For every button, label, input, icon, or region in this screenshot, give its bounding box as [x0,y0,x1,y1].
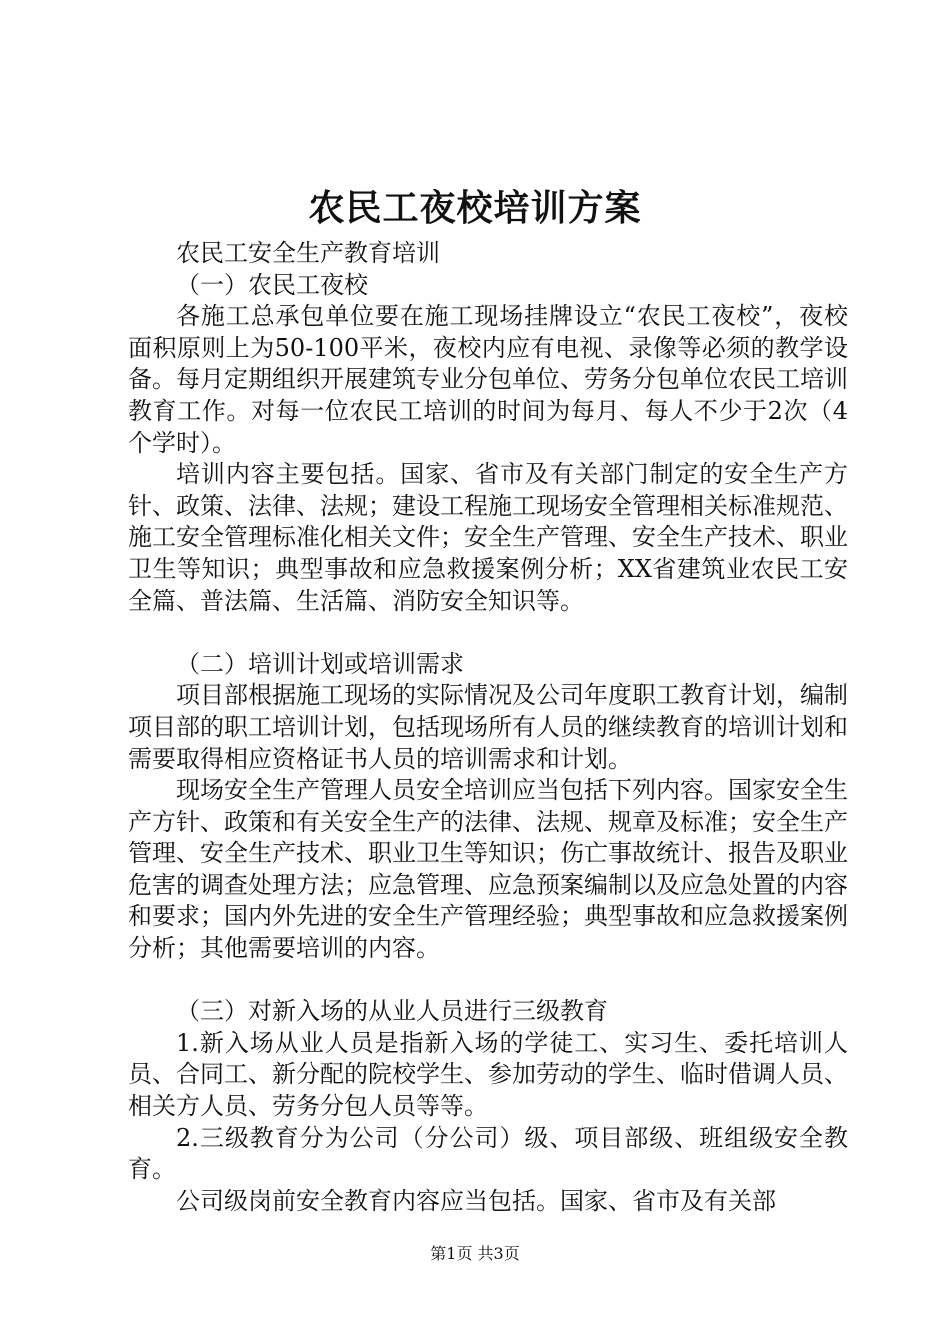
page-number-footer: 第1页 共3页 [430,1244,520,1263]
paragraph-spacer [128,617,848,649]
section-heading-2: （二）培训计划或培训需求 [176,649,464,678]
paragraph: 项目部根据施工现场的实际情况及公司年度职工教育计划，编制项目部的职工培训计划，包括现场所有人员的继续教育的培训计划和需要取得相应资格证书人员的培训需求和计划。 [128,681,848,773]
paragraph: 1.新入场从业人员是指新入场的学徒工、实习生、委托培训人员、合同工、新分配的院校学生、参加劳动的学生、临时借调人员、相关方人员、劳务分包人员等等。 [128,1028,848,1121]
paragraph-subtitle: 农民工安全生产教育培训 [176,239,440,267]
paragraph: 培训内容主要包括。国家、省市及有关部门制定的安全生产方针、政策、法律、法规；建设工程施工现场安全管理相关标准规范、施工安全管理标准化相关文件；安全生产管理、安全生产技术、职业卫生等知识；典型事故和应急救援案例分析；XX省建筑业农民工安全篇、普法篇、生活篇、消防安全知识等。 [128,460,848,615]
paragraph-spacer [128,965,848,997]
paragraph: 公司级岗前安全教育内容应当包括。国家、省市及有关部 [176,1186,776,1215]
paragraph: 现场安全生产管理人员安全培训应当包括下列内容。国家安全生产方针、政策和有关安全生产的法律、法规、规章及标准；安全生产管理、安全生产技术、职业卫生等知识；伤亡事故统计、报告及职业危害的调查处理方法；应急管理、应急预案编制以及应急处置的内容和要求；国内外先进的安全生产管理经验；典型事故和应急救援案例分析；其他需要培训的内容。 [128,776,848,963]
section-heading-3: （三）对新入场的从业人员进行三级教育 [176,997,608,1026]
paragraph: 各施工总承包单位要在施工现场挂牌设立“农民工夜校”，夜校面积原则上为50-100平米，夜校内应有电视、录像等必须的教学设备。每月定期组织开展建筑专业分包单位、劳务分包单位农民工培训教育工作。对每一位农民工培训的时间为每月、每人不少于2次（4个学时）。 [128,302,848,457]
document-body [128,238,848,1217]
paragraph: 2.三级教育分为公司（分公司）级、项目部级、班组级安全教育。 [128,1123,848,1184]
document-title: 农民工夜校培训方案 [308,187,642,229]
section-heading-1: （一）农民工夜校 [176,270,368,299]
